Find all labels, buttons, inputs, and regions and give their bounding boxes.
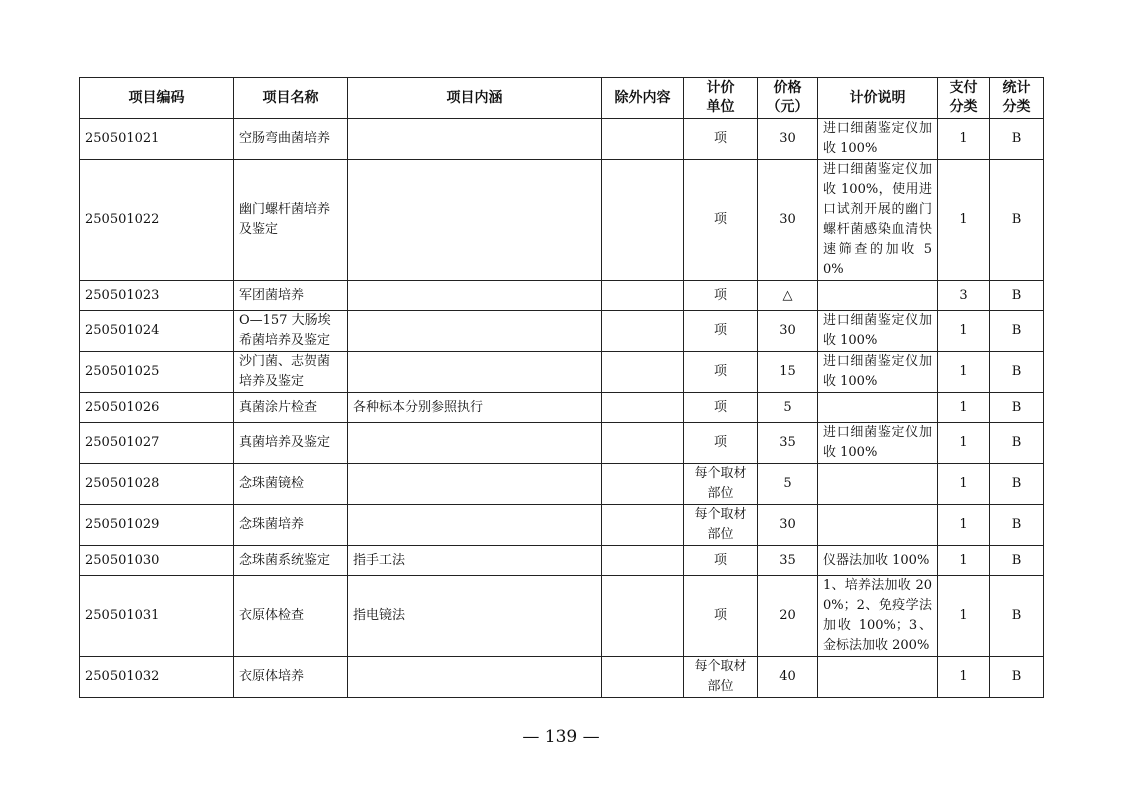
cell-price: 5 <box>758 464 818 505</box>
cell-note: 进口细菌鉴定仪加收 100% <box>818 352 938 393</box>
cell-unit: 每个取材部位 <box>684 505 758 546</box>
cell-note: 进口细菌鉴定仪加收 100% <box>818 423 938 464</box>
cell-payment: 1 <box>938 352 990 393</box>
header-name: 项目名称 <box>234 78 348 119</box>
cell-name: 空肠弯曲菌培养 <box>234 119 348 160</box>
cell-price: 15 <box>758 352 818 393</box>
cell-payment: 1 <box>938 546 990 576</box>
table-row <box>80 546 1044 576</box>
cell-stat: B <box>990 464 1044 505</box>
cell-price: 20 <box>758 576 818 657</box>
header-content: 项目内涵 <box>348 78 602 119</box>
table-row <box>80 352 1044 393</box>
table-row <box>80 464 1044 505</box>
cell-name: 念珠菌系统鉴定 <box>234 546 348 576</box>
cell-note: 进口细菌鉴定仪加收 100% <box>818 119 938 160</box>
header-payment-line2: 分类 <box>949 99 978 115</box>
cell-code: 250501027 <box>80 423 234 464</box>
cell-unit: 项 <box>684 281 758 311</box>
cell-code: 250501026 <box>80 393 234 423</box>
table-row <box>80 119 1044 160</box>
cell-payment: 1 <box>938 160 990 281</box>
table-row <box>80 505 1044 546</box>
cell-unit: 项 <box>684 352 758 393</box>
cell-stat: B <box>990 160 1044 281</box>
header-payment <box>938 78 990 119</box>
cell-code: 250501023 <box>80 281 234 311</box>
cell-unit: 项 <box>684 160 758 281</box>
cell-unit: 项 <box>684 393 758 423</box>
cell-price: 30 <box>758 119 818 160</box>
cell-excluded <box>602 352 684 393</box>
cell-content <box>348 352 602 393</box>
table-body <box>80 119 1044 698</box>
cell-unit: 项 <box>684 423 758 464</box>
header-payment-line1: 支付 <box>949 80 978 96</box>
cell-content: 指手工法 <box>348 546 602 576</box>
cell-content: 指电镜法 <box>348 576 602 657</box>
cell-name: O—157 大肠埃希菌培养及鉴定 <box>234 311 348 352</box>
cell-code: 250501021 <box>80 119 234 160</box>
cell-content <box>348 464 602 505</box>
cell-stat: B <box>990 119 1044 160</box>
cell-price: 40 <box>758 657 818 698</box>
cell-content <box>348 505 602 546</box>
cell-code: 250501025 <box>80 352 234 393</box>
cell-stat: B <box>990 393 1044 423</box>
cell-code: 250501030 <box>80 546 234 576</box>
cell-code: 250501031 <box>80 576 234 657</box>
cell-price: 30 <box>758 505 818 546</box>
cell-code: 250501024 <box>80 311 234 352</box>
cell-content <box>348 311 602 352</box>
header-unit-line1: 计价 <box>706 80 735 96</box>
cell-stat: B <box>990 657 1044 698</box>
table-row <box>80 281 1044 311</box>
cell-excluded <box>602 505 684 546</box>
cell-payment: 1 <box>938 393 990 423</box>
header-price <box>758 78 818 119</box>
header-note: 计价说明 <box>818 78 938 119</box>
page-number: — 139 — <box>522 727 600 747</box>
cell-note: 进口细菌鉴定仪加收 100%，使用进口试剂开展的幽门螺杆菌感染血清快速筛查的加收 50% <box>818 160 938 281</box>
price-table <box>79 77 1044 698</box>
cell-code: 250501028 <box>80 464 234 505</box>
header-row <box>80 78 1044 119</box>
cell-name: 衣原体检查 <box>234 576 348 657</box>
cell-price: △ <box>758 281 818 311</box>
cell-note <box>818 505 938 546</box>
cell-price: 5 <box>758 393 818 423</box>
cell-note: 仪器法加收 100% <box>818 546 938 576</box>
cell-stat: B <box>990 576 1044 657</box>
cell-excluded <box>602 657 684 698</box>
cell-payment: 1 <box>938 505 990 546</box>
cell-unit: 项 <box>684 119 758 160</box>
cell-code: 250501032 <box>80 657 234 698</box>
header-stat-line1: 统计 <box>1002 80 1031 96</box>
cell-excluded <box>602 311 684 352</box>
header-unit <box>684 78 758 119</box>
cell-price: 35 <box>758 423 818 464</box>
header-stat <box>990 78 1044 119</box>
cell-content <box>348 423 602 464</box>
cell-unit: 每个取材部位 <box>684 657 758 698</box>
cell-note <box>818 657 938 698</box>
cell-excluded <box>602 576 684 657</box>
header-unit-line2: 单位 <box>706 99 735 115</box>
cell-unit: 项 <box>684 546 758 576</box>
cell-name: 衣原体培养 <box>234 657 348 698</box>
cell-note: 1、培养法加收 200%；2、免疫学法加收 100%；3、金标法加收 200% <box>818 576 938 657</box>
cell-excluded <box>602 160 684 281</box>
cell-code: 250501022 <box>80 160 234 281</box>
cell-unit: 项 <box>684 576 758 657</box>
cell-payment: 1 <box>938 657 990 698</box>
cell-price: 35 <box>758 546 818 576</box>
cell-excluded <box>602 119 684 160</box>
cell-content <box>348 119 602 160</box>
cell-note <box>818 464 938 505</box>
cell-stat: B <box>990 311 1044 352</box>
cell-unit: 项 <box>684 311 758 352</box>
cell-name: 念珠菌培养 <box>234 505 348 546</box>
cell-stat: B <box>990 546 1044 576</box>
cell-payment: 1 <box>938 119 990 160</box>
cell-note: 进口细菌鉴定仪加收 100% <box>818 311 938 352</box>
cell-content: 各种标本分别参照执行 <box>348 393 602 423</box>
cell-code: 250501029 <box>80 505 234 546</box>
cell-payment: 1 <box>938 464 990 505</box>
header-price-line1: 价格 <box>773 80 802 96</box>
cell-name: 真菌涂片检查 <box>234 393 348 423</box>
table-row <box>80 423 1044 464</box>
cell-stat: B <box>990 505 1044 546</box>
header-stat-line2: 分类 <box>1002 99 1031 115</box>
cell-content <box>348 281 602 311</box>
table-row <box>80 311 1044 352</box>
cell-name: 念珠菌镜检 <box>234 464 348 505</box>
header-code: 项目编码 <box>80 78 234 119</box>
cell-note <box>818 393 938 423</box>
header-excluded: 除外内容 <box>602 78 684 119</box>
cell-note <box>818 281 938 311</box>
cell-price: 30 <box>758 160 818 281</box>
cell-payment: 1 <box>938 576 990 657</box>
cell-payment: 1 <box>938 423 990 464</box>
table-row <box>80 160 1044 281</box>
table-row <box>80 576 1044 657</box>
cell-payment: 3 <box>938 281 990 311</box>
cell-excluded <box>602 393 684 423</box>
cell-payment: 1 <box>938 311 990 352</box>
table-row <box>80 393 1044 423</box>
cell-stat: B <box>990 352 1044 393</box>
cell-name: 真菌培养及鉴定 <box>234 423 348 464</box>
header-price-line2: （元） <box>766 99 809 115</box>
cell-stat: B <box>990 423 1044 464</box>
cell-unit: 每个取材部位 <box>684 464 758 505</box>
cell-excluded <box>602 423 684 464</box>
cell-stat: B <box>990 281 1044 311</box>
cell-excluded <box>602 464 684 505</box>
cell-name: 幽门螺杆菌培养及鉴定 <box>234 160 348 281</box>
cell-name: 沙门菌、志贺菌培养及鉴定 <box>234 352 348 393</box>
table-row <box>80 657 1044 698</box>
cell-content <box>348 160 602 281</box>
cell-excluded <box>602 281 684 311</box>
cell-content <box>348 657 602 698</box>
cell-name: 军团菌培养 <box>234 281 348 311</box>
cell-excluded <box>602 546 684 576</box>
cell-price: 30 <box>758 311 818 352</box>
